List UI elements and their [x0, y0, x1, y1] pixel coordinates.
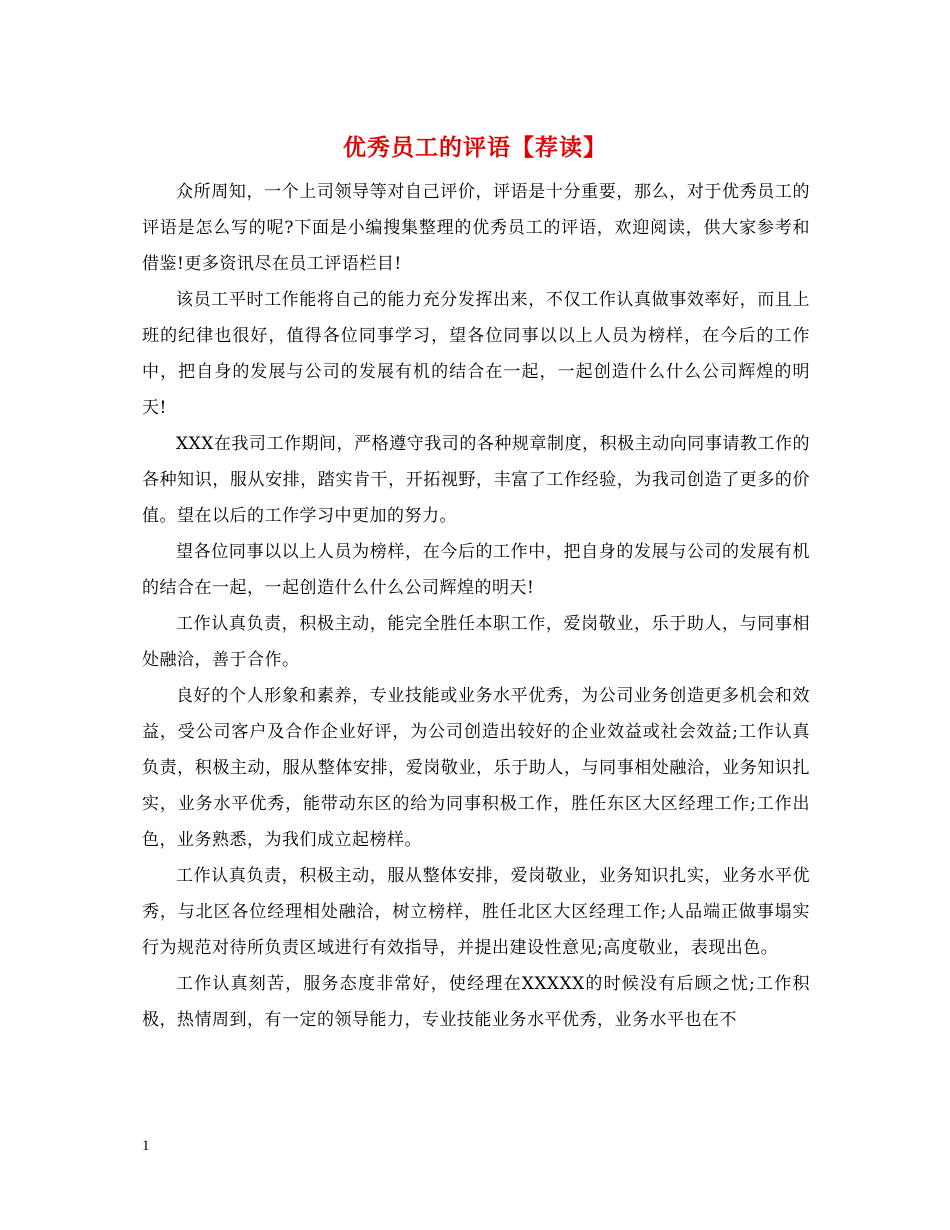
document-title: 优秀员工的评语【荐读】	[343, 134, 607, 161]
paragraph: 工作认真刻苦，服务态度非常好，使经理在XXXXX的时候没有后顾之忧;工作积极，热情周到，有一定的领导能力，专业技能业务水平优秀，业务水平也在不	[142, 974, 810, 1030]
paragraph: 良好的个人形象和素养，专业技能或业务水平优秀，为公司业务创造更多机会和效益，受公司客户及合作企业好评，为公司创造出较好的企业效益或社会效益;工作认真负责，积极主动，服从整体安排，爱岗敬业，乐于助人，与同事相处融洽，业务知识扎实，业务水平优秀，能带动东区的给为同事积极工作，胜任东区大区经理工作;工作出色，业务熟悉，为我们成立起榜样。	[142, 686, 810, 850]
paragraph: 工作认真负责，积极主动，能完全胜任本职工作，爱岗敬业，乐于助人，与同事相处融洽，善于合作。	[142, 614, 810, 670]
paragraph: XXX在我司工作期间，严格遵守我司的各种规章制度，积极主动向同事请教工作的各种知识，服从安排，踏实肯干，开拓视野，丰富了工作经验，为我司创造了更多的价值。望在以后的工作学习中更加的努力。	[142, 434, 810, 526]
paragraph: 望各位同事以以上人员为榜样，在今后的工作中，把自身的发展与公司的发展有机的结合在一起，一起创造什么什么公司辉煌的明天!	[142, 542, 810, 598]
paragraph-intro: 众所周知，一个上司领导等对自己评价，评语是十分重要，那么，对于优秀员工的评语是怎么写的呢?下面是小编搜集整理的优秀员工的评语，欢迎阅读，供大家参考和借鉴!更多资讯尽在员工评语栏目!	[142, 182, 810, 274]
paragraph: 该员工平时工作能将自己的能力充分发挥出来，不仅工作认真做事效率好，而且上班的纪律也很好，值得各位同事学习，望各位同事以以上人员为榜样，在今后的工作中，把自身的发展与公司的发展有机的结合在一起，一起创造什么什么公司辉煌的明天!	[142, 290, 810, 418]
paragraph: 工作认真负责，积极主动，服从整体安排，爱岗敬业，业务知识扎实，业务水平优秀，与北区各位经理相处融洽，树立榜样，胜任北区大区经理工作;人品端正做事塌实行为规范对待所负责区域进行有效指导，并提出建设性意见;高度敬业，表现出色。	[142, 866, 810, 958]
page-number: 1	[142, 1138, 150, 1154]
document-body	[142, 174, 810, 1038]
